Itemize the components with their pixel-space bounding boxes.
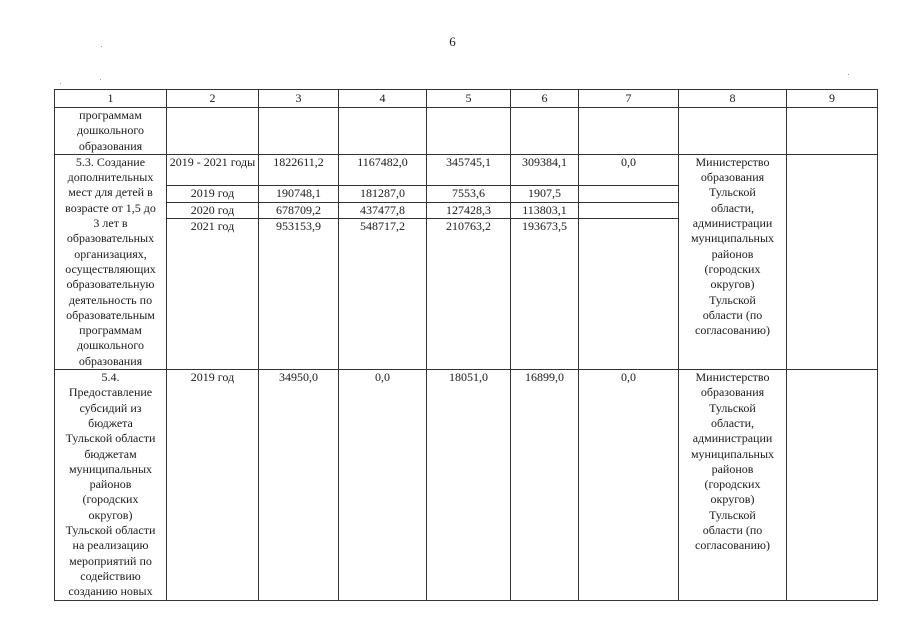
value: 1907,5 [511, 186, 578, 202]
value: 309384,1 [511, 155, 578, 187]
scan-speck [60, 83, 61, 84]
text-line: согласованию) [695, 538, 770, 553]
text-line: (городских [704, 261, 761, 276]
text-line: деятельность по [68, 292, 153, 307]
text-line: субсидий из [79, 400, 142, 415]
value-cell-col3 [259, 154, 339, 369]
text-line: Предоставление [68, 385, 153, 400]
text-line: образовательную [66, 277, 155, 292]
scan-speck [101, 46, 102, 47]
text-line: администрации [692, 216, 773, 231]
value: 548717,2 [360, 219, 405, 234]
text-line: округов) [710, 492, 755, 507]
text-line: округов) [88, 507, 133, 522]
value: 1167482,0 [339, 155, 426, 187]
text-line: Тульской [709, 400, 756, 415]
measure-name-cell [55, 108, 167, 155]
text-line: возрасте от 1,5 до [65, 200, 156, 215]
text-line: муниципальных [68, 461, 153, 476]
year-label: 2020 год [167, 203, 258, 219]
text-line: области (по [702, 307, 763, 322]
text-line: образования [78, 138, 143, 153]
empty-cell [579, 108, 679, 155]
text-line: Тульской [709, 292, 756, 307]
text-line: согласованию) [695, 323, 770, 338]
value: 953153,9 [276, 219, 321, 234]
responsible-cell [679, 154, 787, 369]
empty-cell [167, 108, 259, 155]
column-number: 3 [259, 90, 339, 108]
column-number: 6 [511, 90, 579, 108]
text-line: муниципальных [690, 231, 775, 246]
column-number-row [55, 90, 878, 108]
year-cell [167, 154, 259, 369]
table-row-continuation [55, 108, 878, 155]
empty-sub [579, 219, 678, 234]
text-line: бюджета [88, 415, 133, 430]
text-line: районов [711, 461, 754, 476]
text-line: программам [79, 323, 142, 338]
year-label: 2019 год [167, 186, 258, 202]
text-line: области, [710, 415, 755, 430]
empty-sub [579, 203, 678, 219]
value: 1822611,2 [259, 155, 338, 187]
table-row-5-4 [55, 370, 878, 600]
text-line: Тульской [709, 185, 756, 200]
value: 7553,6 [427, 186, 510, 202]
scan-speck [100, 79, 101, 80]
column-number: 5 [427, 90, 511, 108]
empty-cell [259, 108, 339, 155]
measure-name-cell [55, 370, 167, 600]
text-line: районов [711, 246, 754, 261]
text-line: образования [700, 385, 765, 400]
empty-cell [787, 154, 878, 369]
value-cell-col3: 34950,0 [259, 370, 339, 600]
value-cell-col6 [511, 154, 579, 369]
value: 193673,5 [522, 219, 567, 234]
text-line: 5.4. [101, 370, 120, 385]
text-line: организациях, [74, 246, 147, 261]
text-line: (городских [82, 492, 139, 507]
value: 437477,8 [339, 203, 426, 219]
text-line: образовательных [66, 231, 155, 246]
text-line: мест для детей в [68, 185, 153, 200]
text-line: муниципальных [690, 446, 775, 461]
text-line: мероприятий по [69, 553, 152, 568]
text-line: дошкольного [77, 338, 144, 353]
column-number: 7 [579, 90, 679, 108]
value-cell-col5: 18051,0 [427, 370, 511, 600]
value-cell-col4: 0,0 [339, 370, 427, 600]
text-line: Тульской области [65, 431, 156, 446]
text-line: осуществляющих [65, 261, 156, 276]
text-line: 5.3. Создание [75, 154, 146, 169]
column-number: 1 [55, 90, 167, 108]
value: 210763,2 [446, 219, 491, 234]
text-line: области, [710, 200, 755, 215]
text-line: районов [89, 477, 132, 492]
text-line: образовательным [66, 307, 155, 322]
text-line: Министерство [695, 154, 770, 169]
year-label: 2021 год [190, 219, 235, 234]
value: 190748,1 [259, 186, 338, 202]
value-cell-col6: 16899,0 [511, 370, 579, 600]
column-number: 8 [679, 90, 787, 108]
text-line: Тульской [709, 507, 756, 522]
responsible-cell [679, 370, 787, 600]
text-line: администрации [692, 431, 773, 446]
value: 127428,3 [427, 203, 510, 219]
table-row-5-3 [55, 154, 878, 369]
measure-name-cell [55, 154, 167, 369]
empty-cell [339, 108, 427, 155]
column-number: 9 [787, 90, 878, 108]
year-label: 2019 - 2021 годы [167, 155, 258, 187]
budget-table [54, 89, 878, 601]
text-line: дополнительных [67, 170, 154, 185]
text-line: программам [79, 108, 142, 122]
empty-cell [427, 108, 511, 155]
empty-cell [787, 108, 878, 155]
empty-sub [579, 186, 678, 202]
text-line: образования [78, 353, 143, 368]
value-cell-col4 [339, 154, 427, 369]
page-number: 6 [449, 34, 456, 49]
value: 181287,0 [339, 186, 426, 202]
text-line: Министерство [695, 370, 770, 385]
empty-cell [679, 108, 787, 155]
text-line: 3 лет в [93, 216, 128, 231]
text-line: области (по [702, 523, 763, 538]
column-number: 4 [339, 90, 427, 108]
text-line: дошкольного [77, 123, 144, 138]
value: 678709,2 [259, 203, 338, 219]
value: 345745,1 [427, 155, 510, 187]
value: 113803,1 [511, 203, 578, 219]
value-cell-col7: 0,0 [579, 370, 679, 600]
empty-cell [787, 370, 878, 600]
text-line: (городских [704, 477, 761, 492]
year-cell: 2019 год [167, 370, 259, 600]
value: 0,0 [579, 155, 678, 187]
text-line: созданию новых [68, 584, 153, 599]
value-cell-col7 [579, 154, 679, 369]
column-number: 2 [167, 90, 259, 108]
text-line: округов) [710, 277, 755, 292]
value-cell-col5 [427, 154, 511, 369]
empty-cell [511, 108, 579, 155]
text-line: Тульской области [65, 523, 156, 538]
text-line: бюджетам [84, 446, 137, 461]
text-line: образования [700, 170, 765, 185]
text-line: содействию [80, 568, 141, 583]
text-line: на реализацию [72, 538, 149, 553]
scan-speck [848, 74, 849, 75]
